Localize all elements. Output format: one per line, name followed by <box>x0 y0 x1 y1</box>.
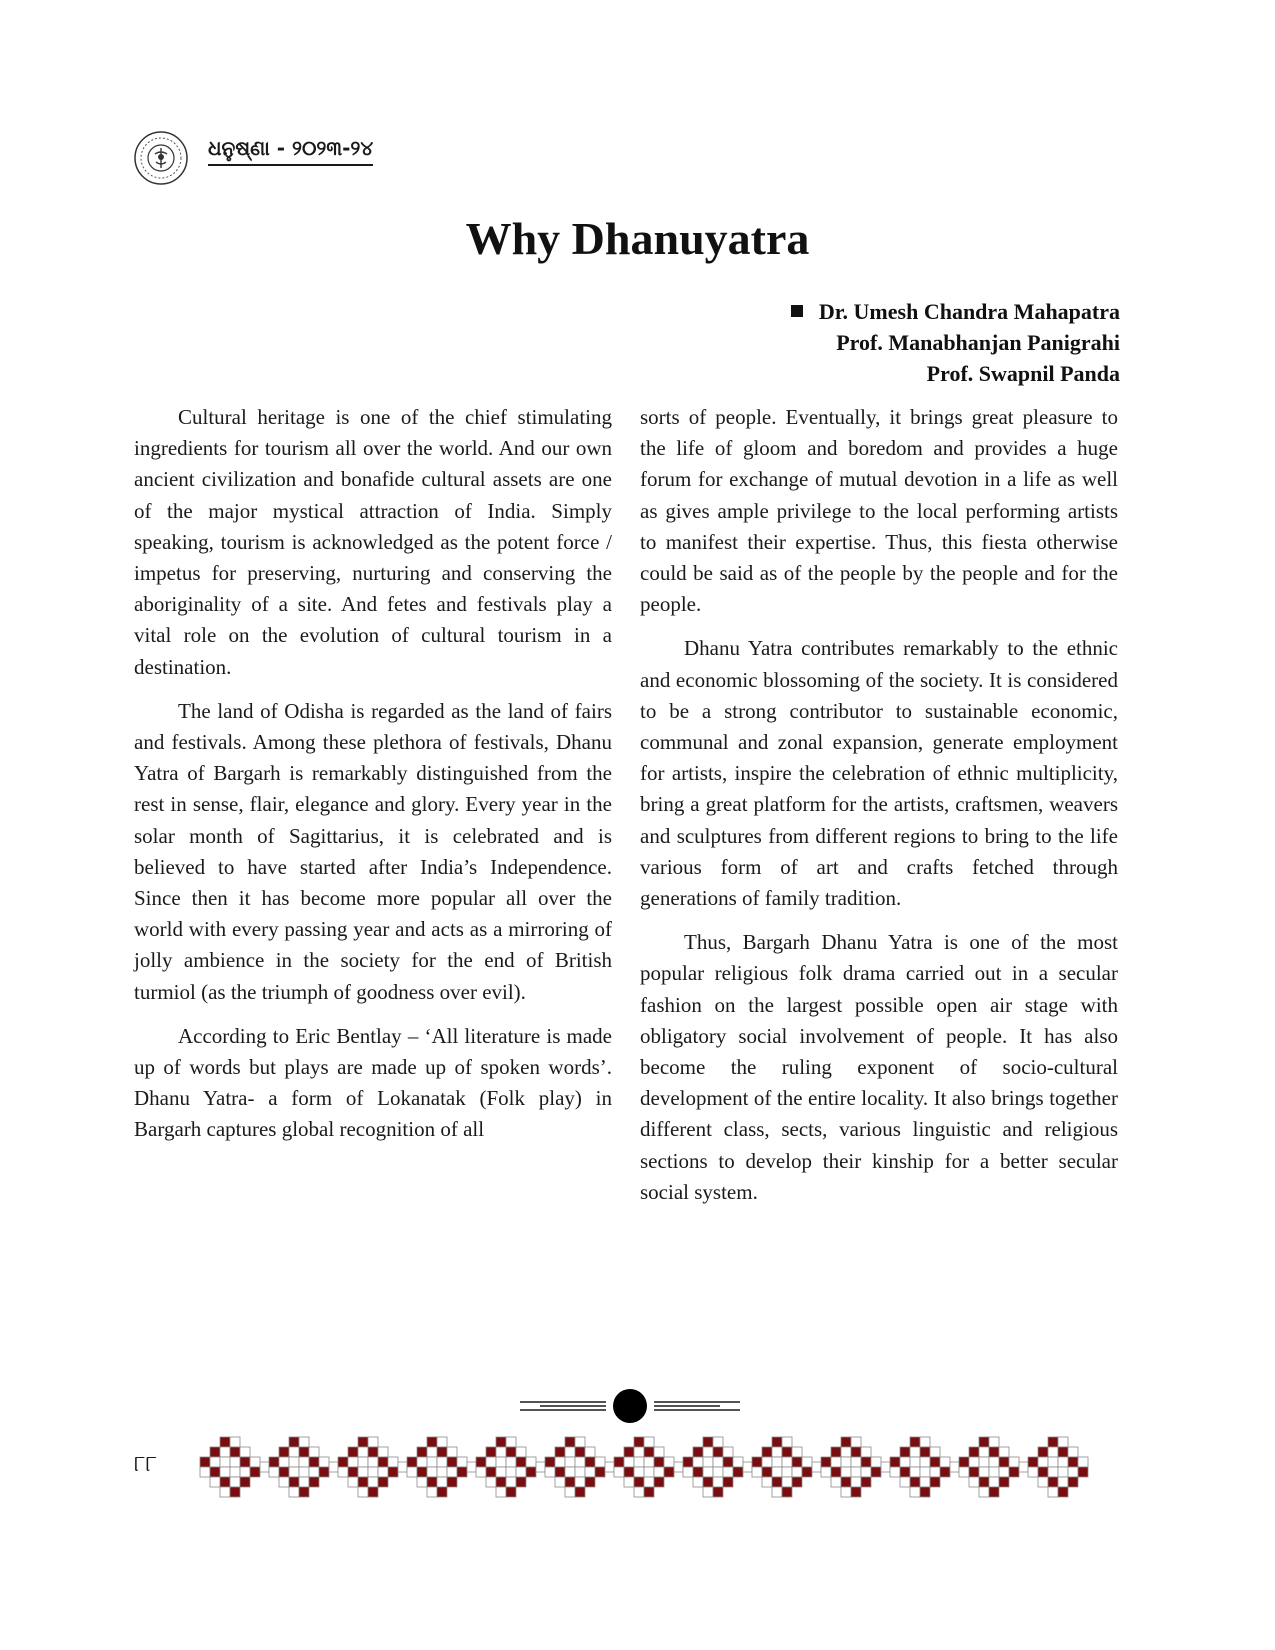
journal-issue-label: ଧନୁଷ୍ଣା - ୨୦୨୩-୨୪ <box>208 136 373 166</box>
body-paragraph: Cultural heritage is one of the chief stimulating ingredients for tourism all over the world. And our own ancient civilization and bonafide cultural assets are one of the major mystical attraction of India. Simply speaking, tourism is acknowledged as the potent force / impetus for preserving, nurturing and conserving the aboriginality of a site. And fetes and festivals play a vital role on the evolution of cultural tourism in a destination. <box>134 405 612 679</box>
body-paragraph: According to Eric Bentlay – ‘All literature is made up of words but plays are made up of spoken words’. Dhanu Yatra- a form of Lokanatak (Folk play) in Bargarh captures global recognition of all <box>134 1023 612 1142</box>
author-name: Prof. Swapnil Panda <box>926 361 1120 386</box>
cross-tile-motif-icon <box>545 1437 614 1497</box>
cross-tile-motif-icon <box>959 1437 1028 1497</box>
bullet-square-icon <box>791 305 803 317</box>
author-name <box>791 296 1120 327</box>
body-paragraph: The land of Odisha is regarded as the land of fairs and festivals. Among these plethora of festivals, Dhanu Yatra of Bargarh is remarkably distinguished from the rest in sense, flair, elegance and glory. Every year in the solar month of Sagittarius, it is celebrated and is believed to have started after India’s Independence. Since then it has become more popular all over the world with every passing year and acts as a mirroring of jolly ambience in the society for the end of British turmiol (as the triumph of goodness over evil). <box>134 698 612 1004</box>
author-name: Prof. Manabhanjan Panigrahi <box>836 330 1120 355</box>
cross-tile-motif-icon <box>614 1437 683 1497</box>
cross-tile-motif-icon <box>200 1437 269 1497</box>
cross-tile-motif-icon <box>890 1437 959 1497</box>
body-paragraph: sorts of people. Eventually, it brings great pleasure to the life of gloom and boredom and provides a huge forum for exchange of mutual devotion in a life as well as gives ample privilege to the local performing artists to manifest their expertise. Thus, this fiesta otherwise could be said as of the people by the people and for the people. <box>640 405 1118 617</box>
cross-tile-motif-icon <box>1028 1437 1088 1497</box>
cross-tile-motif-icon <box>407 1437 476 1497</box>
author-list <box>791 296 1120 389</box>
emblem-seal-icon <box>133 130 189 186</box>
author-name-text: Dr. Umesh Chandra Mahapatra <box>818 299 1120 324</box>
page-number: ୮୮ <box>134 1452 157 1477</box>
divider-ornament-icon <box>520 1386 740 1426</box>
body-paragraph: Dhanu Yatra contributes remarkably to the ethnic and economic blossoming of the society. It is considered to be a strong contributor to sustainable economic, communal and zonal expansion, generate employment for artists, inspire the celebration of ethnic multiplicity, bring a great platform for the artists, craftsmen, weavers and sculptures from different regions to bring to the life various form of art and crafts fetched through generations of family tradition. <box>640 636 1118 911</box>
body-column-left <box>134 402 612 1159</box>
cross-tile-motif-icon <box>752 1437 821 1497</box>
cross-tile-motif-icon <box>476 1437 545 1497</box>
article-title: Why Dhanuyatra <box>465 213 810 264</box>
cross-tile-motif-icon <box>338 1437 407 1497</box>
cross-tile-motif-icon <box>683 1437 752 1497</box>
body-paragraph: Thus, Bargarh Dhanu Yatra is one of the most popular religious folk drama carried out in a secular fashion on the largest possible open air stage with obligatory social involvement of people. It has also become the ruling exponent of socio-cultural development of the entire locality. It also brings together different class, sects, various linguistic and religious sections to develop their kinship for a better secular social system. <box>640 930 1118 1204</box>
cross-tile-motif-icon <box>821 1437 890 1497</box>
body-column-right <box>640 402 1118 1221</box>
decorative-border <box>196 1432 1116 1502</box>
cross-tile-motif-icon <box>269 1437 338 1497</box>
